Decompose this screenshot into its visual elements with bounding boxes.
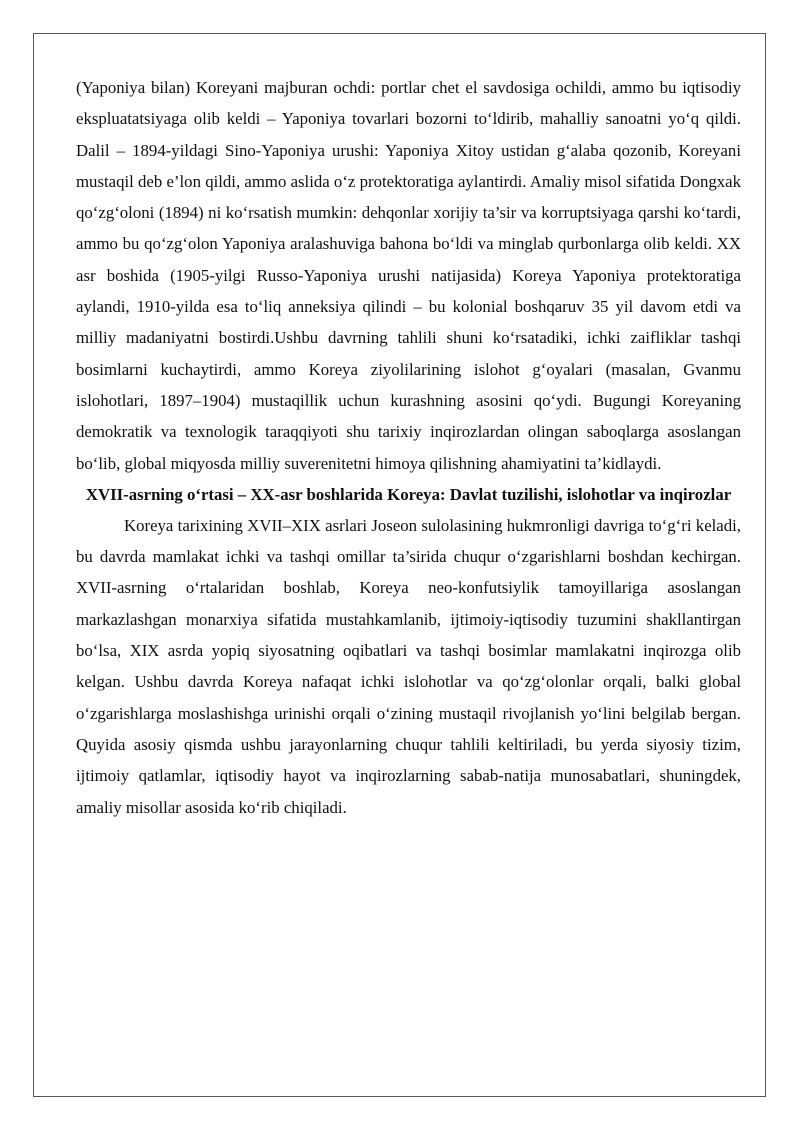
paragraph-continuation: (Yaponiya bilan) Koreyani majburan ochdi: portlar chet el savdosiga ochildi, ammo bu iqtisodiy ekspluatatsiyaga olib keldi – Yaponiya tovarlari bozorni to‘ldirib, mahalliy sanoatni yo‘q qildi. Dalil – 1894-yildagi Sino-Yaponiya urushi: Yaponiya Xitoy ustidan g‘alaba qozonib, Koreyani mustaqil deb e’lon qildi, ammo aslida o‘z protektoratiga aylantirdi. Amaliy misol sifatida Dongxak qo‘zg‘oloni (1894) ni ko‘rsatish mumkin: dehqonlar xorijiy ta’sir va korruptsiyaga qarshi ko‘tardi, ammo bu qo‘zg‘olon Yaponiya aralashuviga bahona bo‘ldi va minglab qurbonlarga olib keldi. XX asr boshida (1905-yilgi Russo-Yaponiya urushi natijasida) Koreya Yaponiya protektoratiga aylandi, 1910-yilda esa to‘liq anneksiya qilindi – bu kolonial boshqaruv 35 yil davom etdi va milliy madaniyatni bostirdi.Ushbu davrning tahlili shuni ko‘rsatadiki, ichki zaifliklar tashqi bosimlarni kuchaytirdi, ammo Koreya ziyolilarining islohot g‘oyalari (masalan, Gvanmu islohotlari, 1897–1904) mustaqillik uchun kurashning asosini qo‘ydi. Bugungi Koreyaning demokratik va texnologik taraqqiyoti shu tarixiy inqirozlardan olingan saboqlarga asoslangan bo‘lib, global miqyosda milliy suverenitetni himoya qilishning ahamiyatini ta’kidlaydi. (76, 78, 741, 473)
document-body (76, 72, 741, 823)
section-heading: XVII-asrning o‘rtasi – XX-asr boshlarida Koreya: Davlat tuzilishi, islohotlar va inqirozlar (85, 484, 732, 504)
paragraph-intro: Koreya tarixining XVII–XIX asrlari Joseon sulolasining hukmronligi davriga to‘g‘ri keladi, bu davrda mamlakat ichki va tashqi omillar ta’sirida chuqur o‘zgarishlarni boshdan kechirgan. XVII-asrning o‘rtalaridan boshlab, Koreya neo-konfutsiylik tamoyillariga asoslangan markazlashgan monarxiya sifatida mustahkamlanib, ijtimoiy-iqtisodiy tuzumini shakllantirgan bo‘lsa, XIX asrda yopiq siyosatning oqibatlari va tashqi bosimlar mamlakatni inqirozga olib kelgan. Ushbu davrda Koreya nafaqat ichki islohotlar va qo‘zg‘olonlar orqali, balki global o‘zgarishlarga moslashishga urinishi orqali o‘zining mustaqil rivojlanish yo‘lini belgilab bergan. Quyida asosiy qismda ushbu jarayonlarning chuqur tahlili keltiriladi, bu yerda siyosiy tizim, ijtimoiy qatlamlar, iqtisodiy hayot va inqirozlarning sabab-natija munosabatlari, shuningdek, amaliy misollar asosida ko‘rib chiqiladi. (76, 515, 741, 817)
